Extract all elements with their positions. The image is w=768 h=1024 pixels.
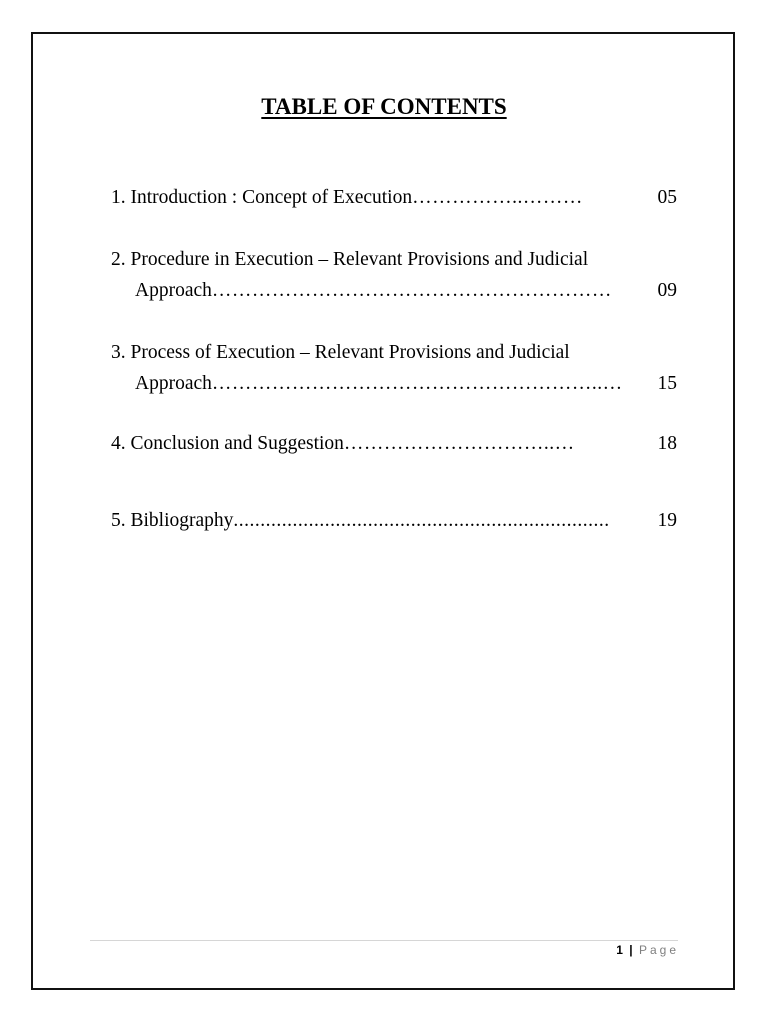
toc-page-number: 18: [657, 433, 677, 454]
toc-page-number: 09: [657, 280, 677, 301]
toc-page-number: 15: [657, 373, 677, 394]
toc-leader-dots: …………………………..…: [343, 433, 575, 454]
toc-page-number: 05: [657, 187, 677, 208]
toc-entry-label-continued: Approach: [135, 280, 212, 301]
page-title: TABLE OF CONTENTS: [261, 94, 507, 119]
toc-entry-bibliography: [111, 505, 677, 536]
page-footer: [616, 943, 679, 957]
toc-entry-conclusion: [111, 428, 677, 459]
toc-entry-introduction: [111, 182, 677, 213]
toc-page-number: 19: [657, 510, 677, 531]
toc-leader-dots: ……………..………: [412, 187, 583, 208]
toc-line: [111, 368, 677, 399]
toc-entry-label: 4. Conclusion and Suggestion: [111, 433, 344, 454]
toc-entry-process: [111, 337, 677, 399]
toc-entry-label-continued: Approach: [135, 373, 212, 394]
toc-leader-dots: …………………………………………………..…: [211, 373, 623, 394]
toc-line: [111, 428, 677, 459]
toc-entry-label: 1. Introduction : Concept of Execution: [111, 187, 413, 208]
toc-entry-label: 5. Bibliography: [111, 510, 234, 531]
toc-entry-label: 2. Procedure in Execution – Relevant Provisions and Judicial: [111, 249, 589, 270]
toc-leader-dots: ……………………………………………………: [211, 280, 612, 301]
toc-leader-dots: ......................................................................: [233, 510, 610, 531]
footer-page-number: 1: [616, 943, 623, 957]
toc-line: [111, 182, 677, 213]
footer-separator: |: [629, 943, 633, 957]
footer-page-label: Page: [638, 943, 679, 957]
toc-entry-label: 3. Process of Execution – Relevant Provisions and Judicial: [111, 342, 570, 363]
toc-entry-procedure: [111, 244, 677, 306]
toc-line: [111, 505, 677, 536]
toc-line: [111, 275, 677, 306]
footer-divider: [90, 940, 678, 941]
